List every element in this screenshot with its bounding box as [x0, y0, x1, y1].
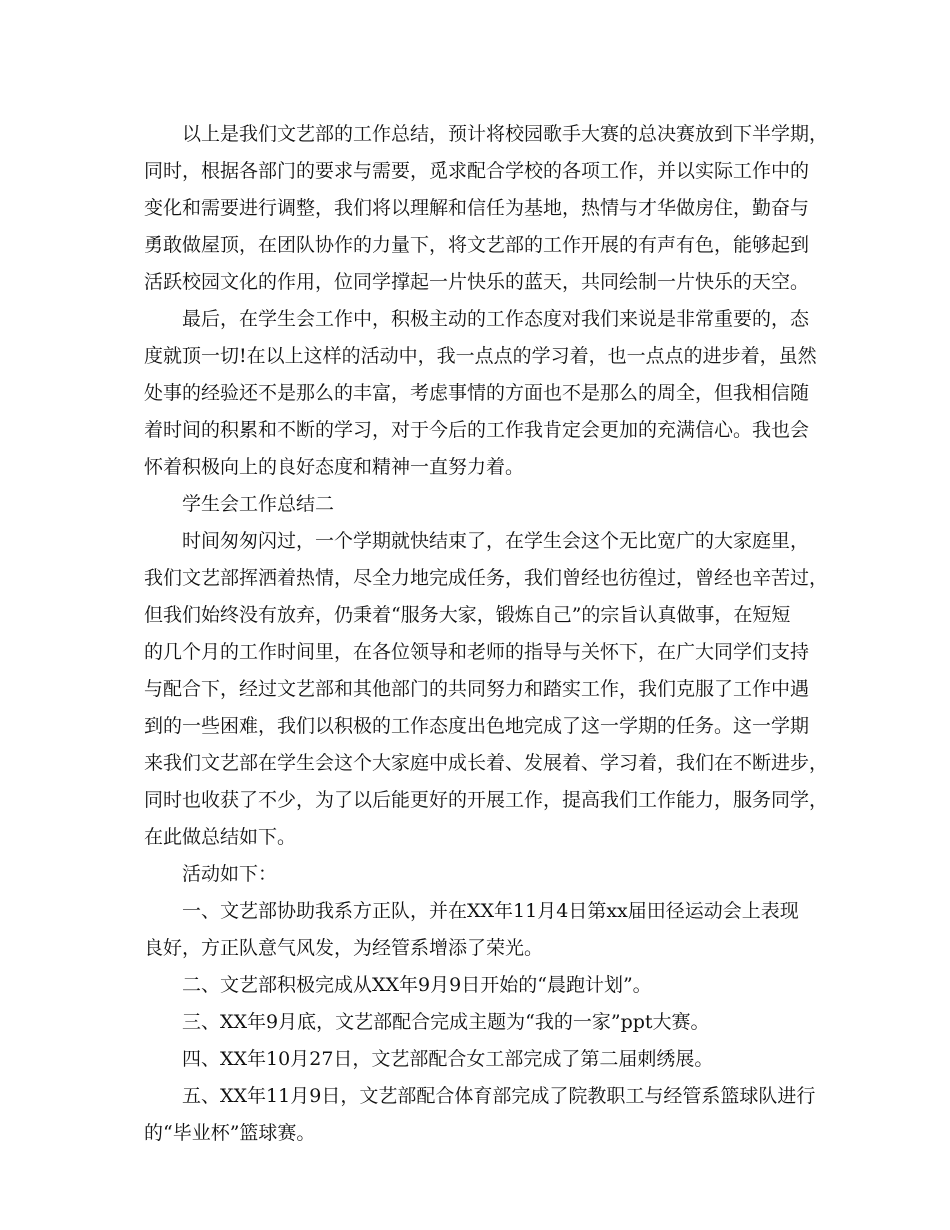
document-body — [144, 116, 829, 1152]
activity-item-5 — [144, 1078, 816, 1152]
section-heading-text: 学生会工作总结二 — [182, 493, 335, 515]
final-attitude-paragraph — [144, 301, 817, 486]
text-line: 以上是我们文艺部的工作总结，预计将校园歌手大赛的总决赛放到下半学期， — [182, 123, 829, 145]
text-line: 一、文艺部协助我系方正队，并在XX年11月4日第xx届田径运动会上表现 — [182, 900, 799, 922]
text-line: 活跃校园文化的作用，位同学撑起一片快乐的蓝天，共同绘制一片快乐的天空。 — [144, 271, 810, 293]
text-line: 三、XX年9月底，文艺部配合完成主题为“我的一家”ppt大赛。 — [182, 1011, 710, 1033]
text-line: 变化和需要进行调整，我们将以理解和信任为基地，热情与才华做房住，勤奋与 — [144, 197, 810, 219]
text-line: 同时也收获了不少，为了以后能更好的开展工作，提高我们工作能力，服务同学， — [144, 789, 829, 811]
activity-item-3 — [144, 1004, 808, 1041]
activity-item-2 — [144, 967, 808, 1004]
text-line: 勇敢做屋顶，在团队协作的力量下，将文艺部的工作开展的有声有色，能够起到 — [144, 234, 810, 256]
text-line: 五、XX年11月9日，文艺部配合体育部完成了院教职工与经管系篮球队进行 — [182, 1085, 816, 1107]
summary-conclusion-paragraph — [144, 116, 829, 301]
text-line: 的几个月的工作时间里，在各位领导和老师的指导与关怀下，在广大同学们支持 — [144, 641, 810, 663]
activities-heading-text: 活动如下： — [182, 863, 278, 885]
text-line: 良好，方正队意气风发，为经管系增添了荣光。 — [144, 937, 544, 959]
text-line: 我们文艺部挥洒着热情，尽全力地完成任务，我们曾经也彷徨过，曾经也辛苦过， — [144, 567, 829, 589]
text-line: 在此做总结如下。 — [144, 826, 297, 848]
intro-paragraph — [144, 523, 829, 856]
activities-heading — [144, 856, 808, 893]
text-line: 来我们文艺部在学生会这个大家庭中成长着、发展着、学习着，我们在不断进步， — [144, 752, 829, 774]
text-line: 处事的经验还不是那么的丰富，考虑事情的方面也不是那么的周全，但我相信随 — [144, 382, 810, 404]
text-line: 时间匆匆闪过，一个学期就快结束了，在学生会这个无比宽广的大家庭里， — [182, 530, 810, 552]
text-line: 最后，在学生会工作中，积极主动的工作态度对我们来说是非常重要的，态 — [182, 308, 810, 330]
text-line: 到的一些困难，我们以积极的工作态度出色地完成了这一学期的任务。这一学期 — [144, 715, 810, 737]
text-line: 度就顶一切!在以上这样的活动中，我一点点的学习着，也一点点的进步着，虽然 — [144, 345, 817, 367]
section-heading — [144, 486, 808, 523]
text-line: 与配合下，经过文艺部和其他部门的共同努力和踏实工作，我们克服了工作中遇 — [144, 678, 810, 700]
activity-item-1 — [144, 893, 808, 967]
text-line: 的“毕业杯”篮球赛。 — [144, 1122, 316, 1144]
activity-item-4 — [144, 1041, 808, 1078]
text-line: 二、文艺部积极完成从XX年9月9日开始的“晨跑计划”。 — [182, 974, 652, 996]
text-line: 怀着积极向上的良好态度和精神一直努力着。 — [144, 456, 525, 478]
text-line: 但我们始终没有放弃，仍秉着“服务大家，锻炼自己”的宗旨认真做事，在短短 — [144, 604, 791, 626]
text-line: 同时，根据各部门的要求与需要，觅求配合学校的各项工作，并以实际工作中的 — [144, 160, 810, 182]
text-line: 着时间的积累和不断的学习，对于今后的工作我肯定会更加的充满信心。我也会 — [144, 419, 810, 441]
text-line: 四、XX年10月27日，文艺部配合女工部完成了第二届刺绣展。 — [182, 1048, 714, 1070]
